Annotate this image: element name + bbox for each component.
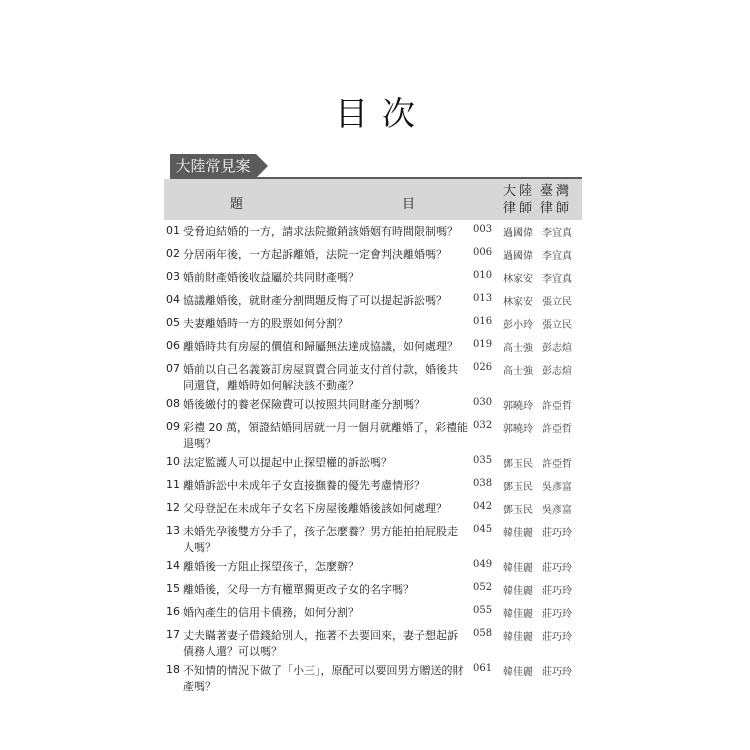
entry-mainland-lawyer: 韓佳麗 [503,667,533,678]
entry-page: 035 [473,455,493,466]
entry-question: 夫妻離婚時一方的股票如何分割？ [183,317,348,330]
entry-number: 08 [166,397,180,410]
header-taiwan-lawyer [540,183,572,217]
header-taiwan-line1: 臺灣 [540,184,573,199]
entry-mainland-lawyer: 鄧玉民 [503,459,533,470]
entry-question: 婚前以自己名義簽訂房屋買賣合同並支付首付款，婚後共同還貸，離婚時如何解決該不動產？ [183,363,458,392]
entry-mainland-lawyer: 韓佳麗 [503,632,533,643]
entry-taiwan-lawyer: 李宜真 [542,228,572,239]
entry-mainland-lawyer: 韓佳麗 [503,586,533,597]
entry-number: 14 [166,559,180,572]
header-topic-right: 目 [402,197,416,212]
entry-number: 13 [166,524,180,537]
entry-taiwan-lawyer: 莊巧玲 [542,563,572,574]
entry-page: 026 [473,362,493,373]
entry-mainland-lawyer: 高士強 [503,366,533,377]
entry-taiwan-lawyer: 莊巧玲 [542,667,572,678]
entry-taiwan-lawyer: 莊巧玲 [542,528,572,539]
entry-number: 15 [166,582,180,595]
entry-page: 049 [473,559,493,570]
entry-taiwan-lawyer: 彭志煊 [542,343,572,354]
entry-taiwan-lawyer: 許亞哲 [542,401,572,412]
entry-question: 離婚訴訟中未成年子女直接撫養的優先考慮情形？ [183,479,425,492]
entry-question: 分居兩年後，一方起訴離婚，法院一定會判決離婚嗎？ [183,248,447,261]
entry-taiwan-lawyer: 張立民 [542,297,572,308]
entry-mainland-lawyer: 高士強 [503,343,533,354]
entry-taiwan-lawyer: 李宜真 [542,274,572,285]
entry-number: 02 [166,247,180,260]
entry-number: 05 [166,316,180,329]
entry-question: 不知情的情況下做了「小三」，原配可以要回男方贈送的財產嗎？ [183,664,464,693]
entry-question: 婚後繳付的養老保險費可以按照共同財產分割嗎？ [183,398,425,411]
entry-question: 未婚先孕後雙方分手了，孩子怎麼養？男方能拍拍屁股走人嗎？ [183,525,458,554]
entry-number: 18 [166,663,180,676]
entry-number: 04 [166,293,180,306]
entry-number: 10 [166,455,180,468]
entry-taiwan-lawyer: 許亞哲 [542,459,572,470]
header-mainland-lawyer [503,183,535,217]
entry-question: 受脅迫結婚的一方，請求法院撤銷該婚姻有時間限制嗎？ [183,225,458,238]
entry-page: 032 [473,420,493,431]
entry-mainland-lawyer: 郭曉玲 [503,424,533,435]
entry-question: 離婚後一方阻止探望孩子，怎麼辦？ [183,560,359,573]
entry-page: 013 [473,293,493,304]
entry-question: 婚前財產婚後收益屬於共同財產嗎？ [183,271,359,284]
entry-number: 03 [166,270,180,283]
entry-question: 婚內產生的信用卡債務，如何分割？ [183,606,359,619]
entry-question: 彩禮 20 萬，領證結婚同居就一月一個月就離婚了，彩禮能退嗎？ [183,421,468,450]
entry-number: 07 [166,362,180,375]
entry-mainland-lawyer: 鄧玉民 [503,482,533,493]
entry-number: 09 [166,420,180,433]
entry-number: 12 [166,501,180,514]
entry-page: 010 [473,270,493,281]
entry-mainland-lawyer: 過國偉 [503,251,533,262]
entry-mainland-lawyer: 韓佳麗 [503,563,533,574]
entry-mainland-lawyer: 林家安 [503,297,533,308]
entry-taiwan-lawyer: 許亞哲 [542,424,572,435]
header-taiwan-line2: 律師 [540,201,573,216]
entry-page: 055 [473,605,493,616]
entry-question: 離婚後，父母一方有權單獨更改子女的名字嗎？ [183,583,414,596]
entry-taiwan-lawyer: 彭志煊 [542,366,572,377]
entry-number: 11 [166,478,180,491]
entry-page: 052 [473,582,493,593]
header-mainland-line1: 大陸 [503,184,536,199]
entry-page: 058 [473,628,493,639]
section-tab: 大陸常見案 [170,154,256,179]
entry-mainland-lawyer: 郭曉玲 [503,401,533,412]
entry-taiwan-lawyer: 莊巧玲 [542,609,572,620]
entry-taiwan-lawyer: 吳彥富 [542,505,572,516]
entry-taiwan-lawyer: 李宜真 [542,251,572,262]
entry-number: 01 [166,224,180,237]
entry-question: 法定監護人可以提起中止探望權的訴訟嗎？ [183,456,392,469]
entry-taiwan-lawyer: 莊巧玲 [542,586,572,597]
page-title: 目次 [335,94,429,133]
entry-taiwan-lawyer: 吳彥富 [542,482,572,493]
header-topic-left: 題 [230,197,244,212]
entry-number: 16 [166,605,180,618]
entry-page: 016 [473,316,493,327]
entry-page: 038 [473,478,493,489]
entry-page: 006 [473,247,493,258]
entry-mainland-lawyer: 韓佳麗 [503,528,533,539]
entry-page: 019 [473,339,493,350]
entry-page: 003 [473,224,493,235]
entry-mainland-lawyer: 林家安 [503,274,533,285]
entry-taiwan-lawyer: 莊巧玲 [542,632,572,643]
entry-page: 030 [473,397,493,408]
entry-mainland-lawyer: 過國偉 [503,228,533,239]
entry-number: 06 [166,339,180,352]
entry-question: 協議離婚後，就財產分割問題反悔了可以提起訴訟嗎？ [183,294,447,307]
entry-page: 042 [473,501,493,512]
entry-mainland-lawyer: 彭小玲 [503,320,533,331]
entry-mainland-lawyer: 鄧玉民 [503,505,533,516]
entry-page: 045 [473,524,493,535]
entry-question: 丈夫瞞著妻子借錢給別人，拖著不去要回來，妻子想起訴債務人還？可以嗎？ [183,629,458,658]
header-mainland-line2: 律師 [503,201,536,216]
entry-taiwan-lawyer: 張立民 [542,320,572,331]
entry-question: 離婚時共有房屋的價值和歸屬無法達成協議，如何處理？ [183,340,458,353]
entry-number: 17 [166,628,180,641]
entry-page: 061 [473,663,493,674]
entry-question: 父母登記在未成年子女名下房屋後離婚後該如何處理？ [183,502,447,515]
entry-mainland-lawyer: 韓佳麗 [503,609,533,620]
